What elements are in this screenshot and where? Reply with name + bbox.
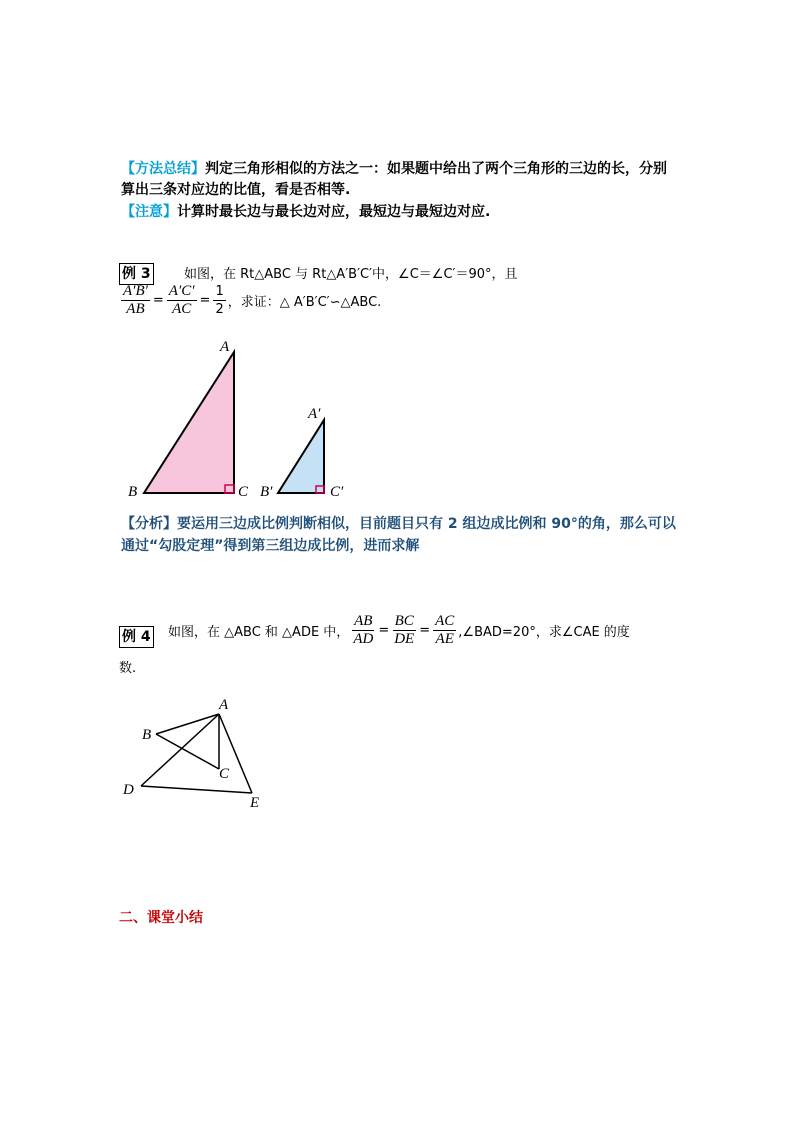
analysis-tag: 【分析】 [121,516,177,532]
label-b-prime: B′ [260,484,273,500]
label-a: A [219,697,229,713]
example3-fraction-2: $\frac{A'C'}{AC}$ [168,283,195,317]
method-summary-text1: 判定三角形相似的方法之一：如果题中给出了两个三角形的三边的长，分别 [205,161,667,177]
method-summary-tag: 【方法总结】 [121,161,205,177]
label-a-prime: A′ [308,406,321,422]
example4-intro: 如图，在 △ABC 和 △ADE 中， [168,625,350,640]
example4-fraction-3: $\frac{AC}{AE}$ [435,613,455,647]
label-b: B [128,484,138,500]
label-c-prime: C′ [330,484,344,500]
figure-lines [141,714,252,793]
example3-line1: 如图，在 Rt△ABC 与 Rt△A′B′C′中，∠C＝∠C′＝90°，且 [184,267,518,282]
note-line [121,203,490,221]
segment-ad [141,714,219,786]
example3-fraction-3: $\frac{1}{2}$ [215,284,224,317]
method-summary-line1 [121,160,667,178]
example3-label: 例 3 [119,263,154,283]
label-e: E [250,795,260,811]
triangle-a-prime-b-prime-c-prime [278,420,324,493]
note-text: 计算时最长边与最长边对应，最短边与最短边对应. [177,204,491,220]
label-d: D [123,782,134,798]
example4-line1: 如图，在 △ABC 和 △ADE 中， $\frac{AB}{AD}$ = $\frac{BC}{DE}$ = $\frac{AC}{AE}$ ,∠BAD=20°，求∠CAE 的度 [168,613,630,647]
example4-label: 例 4 [119,626,154,646]
example4-fraction-1: $\frac{AB}{AD}$ [353,613,374,647]
analysis-text1: 要运用三边成比例判断相似，目前题目只有 2 组边成比例和 90°的角，那么可以 [177,516,676,532]
section-title-class-summary: 二、课堂小结 [119,910,203,926]
segment-de [141,786,252,793]
label-a: A [220,339,230,355]
example4-fraction-2: $\frac{BC}{DE}$ [394,613,415,647]
method-summary-line2: 算出三条对应边的比值，看是否相等. [121,182,351,198]
example4-figure [115,693,275,818]
note-tag: 【注意】 [121,204,177,220]
segment-ab [156,714,219,734]
triangle-abc [144,352,234,493]
example3-ratio-line: $\frac{A'B'}{AB}$ = $\frac{A'C'}{AC}$ = $\frac{1}{2}$ ，求证：△ A′B′C′∽△ABC. [123,283,382,317]
example3-tail: ，求证：△ A′B′C′∽△ABC. [227,295,382,310]
label-c: C [219,766,230,782]
example3-figure [110,330,370,510]
label-c: C [238,484,249,500]
analysis-line1 [121,515,676,533]
analysis-line2: 通过“勾股定理”得到第三组边成比例，进而求解 [121,538,420,554]
example4-line2: 数. [119,661,137,676]
example4-tail: ,∠BAD=20°，求∠CAE 的度 [458,625,630,640]
label-b: B [142,727,152,743]
example3-fraction-1: $\frac{A'B'}{AB}$ [123,283,148,317]
